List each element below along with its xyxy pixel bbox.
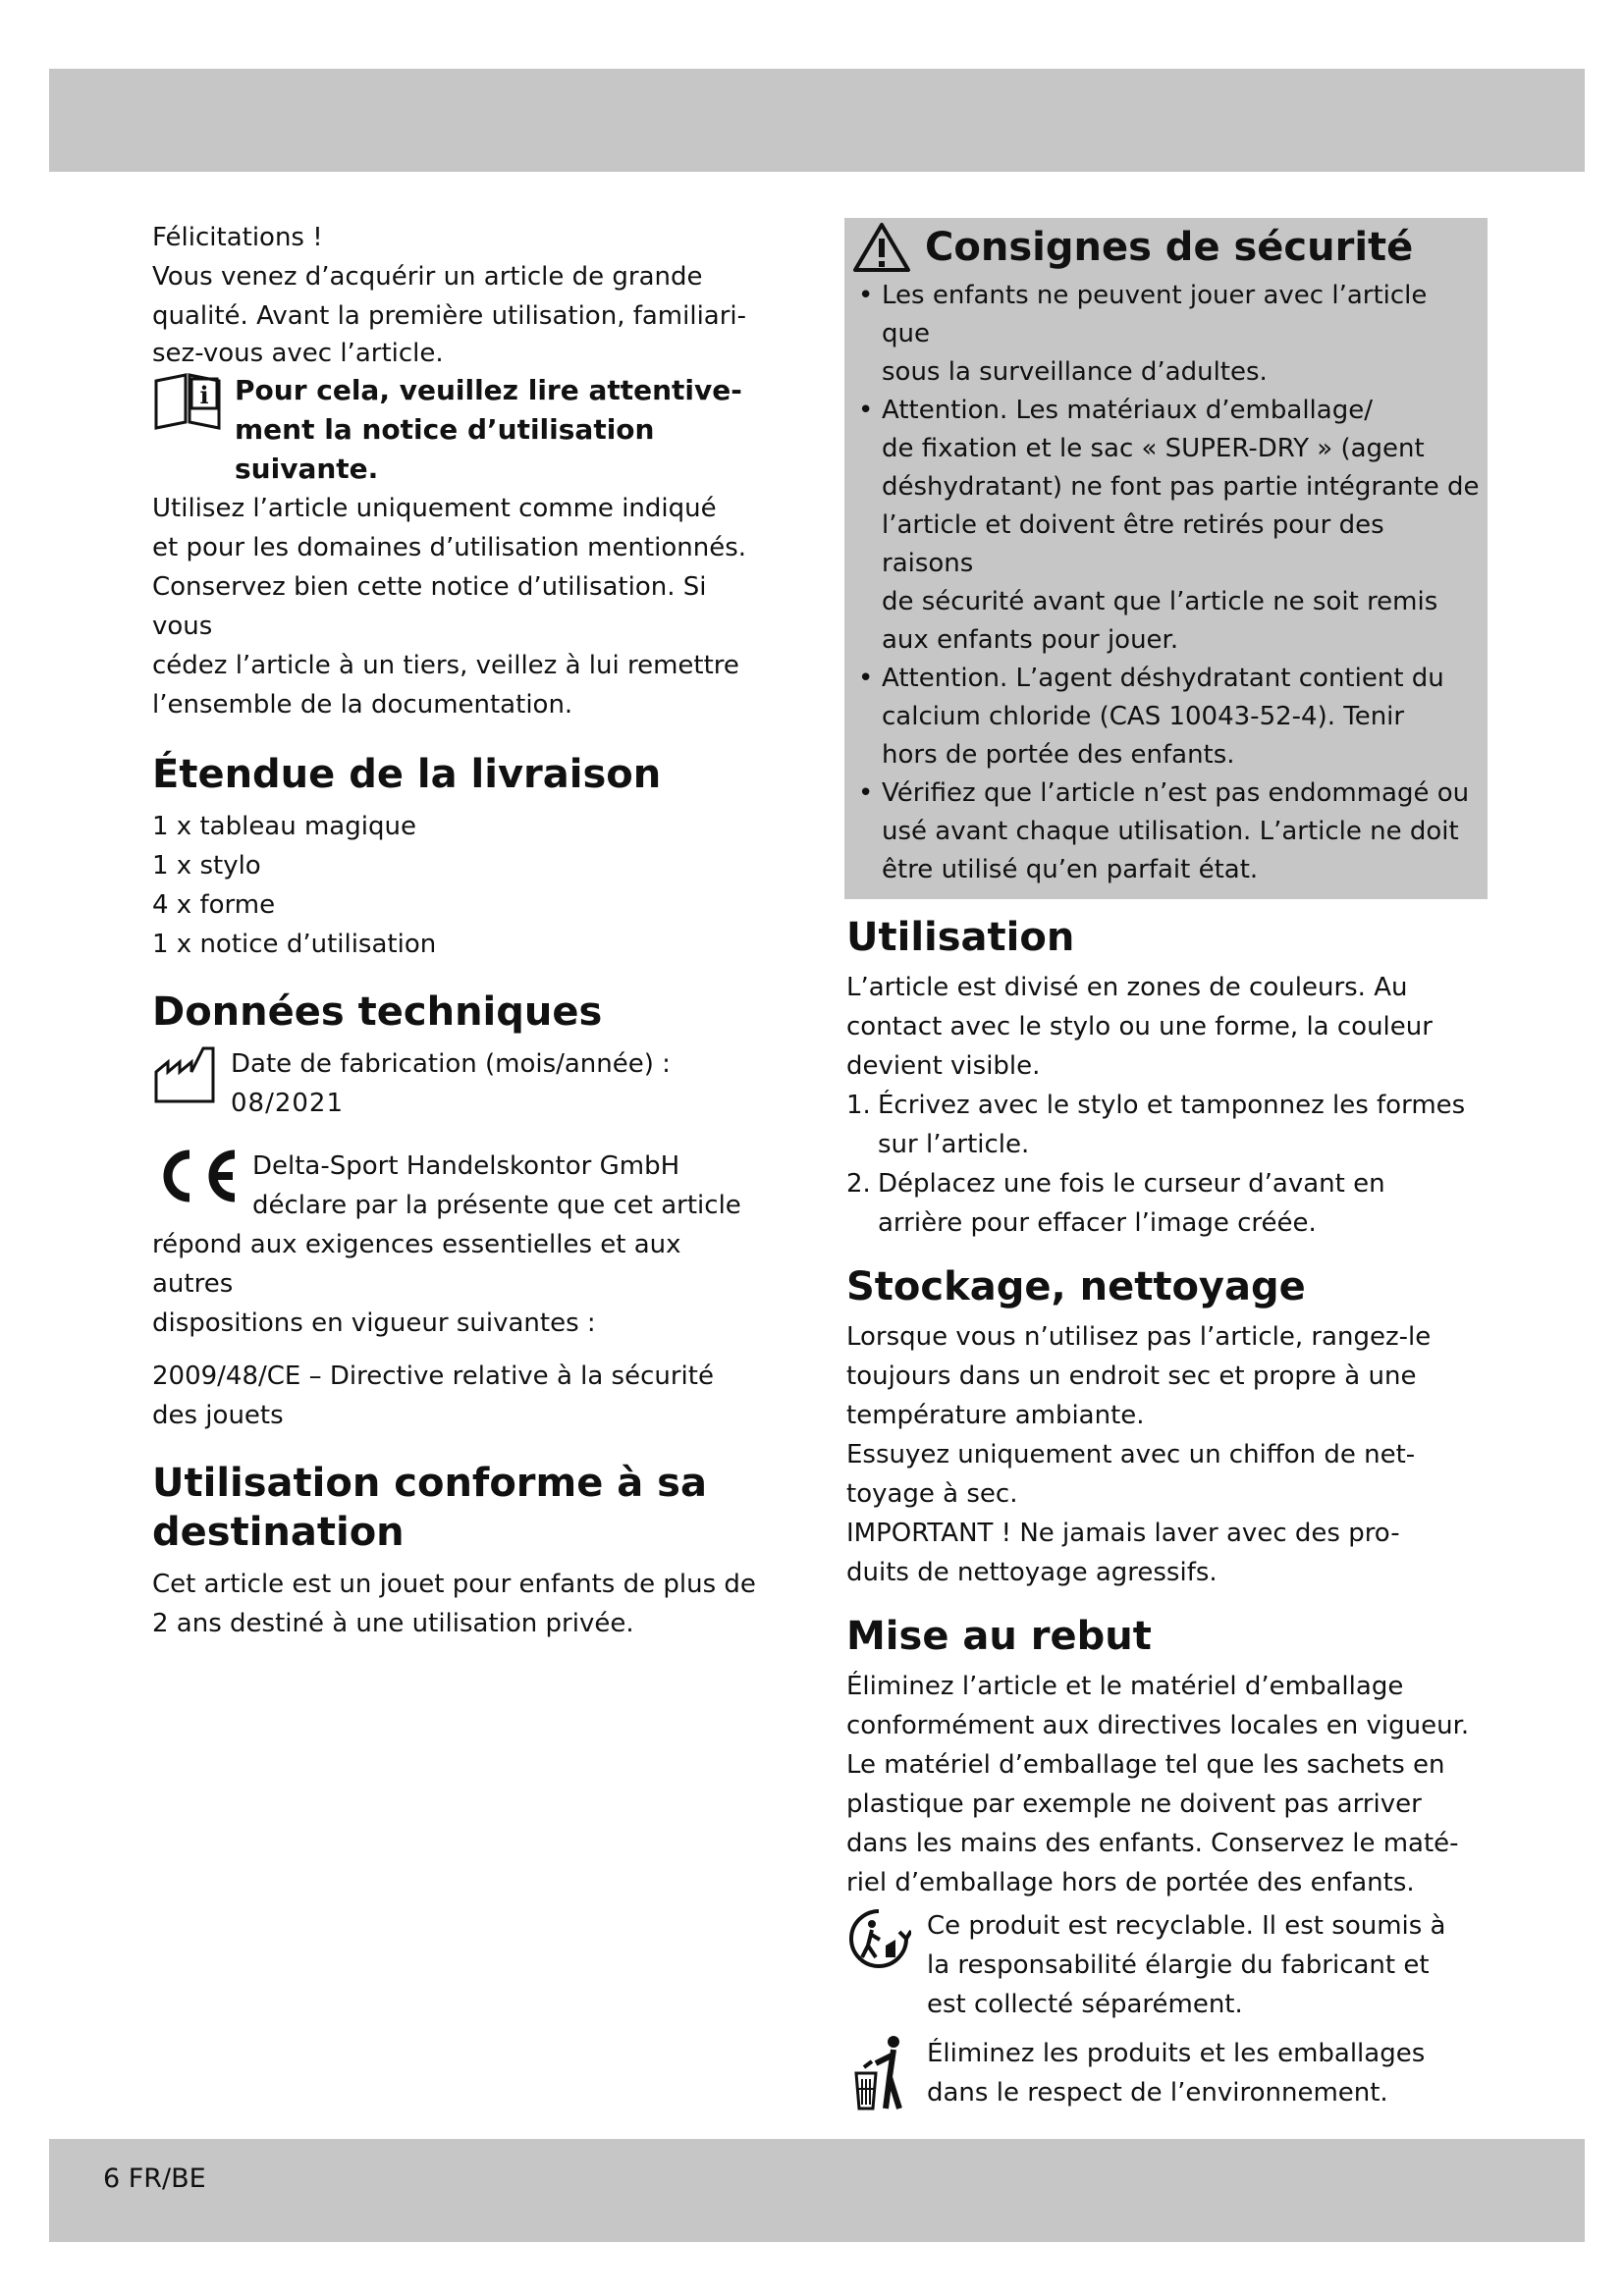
ce-continuation: dispositions en vigueur suivantes : [152, 1308, 596, 1338]
warning-icon [852, 222, 911, 273]
safety-line: calcium chloride (CAS 10043-52-4). Tenir [882, 702, 1405, 731]
safety-bullet [852, 774, 1480, 889]
notice-line: ment la notice d’utilisation [235, 413, 655, 446]
usage-line: l’ensemble de la documentation. [152, 690, 573, 720]
disposal-line: Éliminez l’article et le matériel d’emballage [846, 1672, 1404, 1701]
notice-line: Pour cela, veuillez lire attentive- [235, 374, 742, 406]
storage-line: toyage à sec. [846, 1479, 1018, 1509]
safety-bullet [852, 392, 1480, 660]
delivery-title: Étendue de la livraison [152, 752, 662, 797]
bin-line: dans le respect de l’environnement. [927, 2078, 1388, 2108]
intended-use-line: 2 ans destiné à une utilisation privée. [152, 1609, 634, 1638]
intro-line: Vous venez d’acquérir un article de grande [152, 262, 703, 292]
storage-line: température ambiante. [846, 1401, 1145, 1430]
delivery-item: 1 x notice d’utilisation [152, 930, 437, 959]
usage-line: Utilisez l’article uniquement comme indiqué [152, 494, 717, 523]
delivery-item: 1 x tableau magique [152, 812, 416, 841]
storage-line: Lorsque vous n’utilisez pas l’article, rangez-le [846, 1322, 1432, 1352]
intended-use-title: destination [152, 1510, 405, 1555]
usage-line: et pour les domaines d’utilisation mentionnés. [152, 533, 747, 562]
recycle-line: Ce produit est recyclable. Il est soumis à [927, 1911, 1446, 1941]
safety-line: aux enfants pour jouer. [882, 625, 1179, 655]
delivery-item: 1 x stylo [152, 851, 261, 881]
disposal-line: Le matériel d’emballage tel que les sachets en [846, 1750, 1445, 1780]
safety-box [844, 218, 1488, 899]
usage-line: cédez l’article à un tiers, veillez à lui remettre [152, 651, 739, 680]
tidyman-bin-icon [846, 2034, 911, 2112]
safety-bullet [852, 660, 1480, 774]
disposal-line: plastique par exemple ne doivent pas arriver [846, 1789, 1422, 1819]
ce-line: Delta-Sport Handelskontor GmbH [252, 1151, 680, 1181]
storage-line: toujours dans un endroit sec et propre à une [846, 1362, 1417, 1391]
ce-declaration [152, 1147, 766, 1225]
directive-line: 2009/48/CE – Directive relative à la sécurité [152, 1362, 714, 1391]
step-line: sur l’article. [878, 1130, 1030, 1159]
directive-line: des jouets [152, 1401, 284, 1430]
safety-line: • Vérifiez que l’article n’est pas endommagé ou [882, 778, 1470, 808]
manual-info-icon [152, 371, 223, 430]
usage-text: contact avec le stylo ou une forme, la couleur [846, 1012, 1433, 1041]
ce-mark-icon [152, 1147, 241, 1205]
step-number: 2. [846, 1169, 871, 1199]
safety-line: de sécurité avant que l’article ne soit remis [882, 587, 1438, 616]
svg-text:i: i [199, 381, 209, 409]
safety-line: l’article et doivent être retirés pour des raisons [882, 510, 1384, 578]
storage-line: duits de nettoyage agressifs. [846, 1558, 1218, 1587]
usage-text: devient visible. [846, 1051, 1041, 1081]
usage-text: L’article est divisé en zones de couleurs. Au [846, 973, 1408, 1002]
factory-date-icon [152, 1044, 217, 1105]
usage-title: Utilisation [846, 915, 1075, 960]
usage-step [846, 1164, 1489, 1243]
step-line: Déplacez une fois le curseur d’avant en [878, 1169, 1385, 1199]
manufacture-date [152, 1044, 766, 1123]
step-number: 1. [846, 1091, 871, 1120]
storage-line: Essuyez uniquement avec un chiffon de net- [846, 1440, 1416, 1469]
intro-line: qualité. Avant la première utilisation, familiari- [152, 301, 747, 331]
intended-use-title: Utilisation conforme à sa [152, 1461, 707, 1506]
disposal-line: riel d’emballage hors de portée des enfants. [846, 1868, 1415, 1897]
greeting: Félicitations ! [152, 223, 323, 252]
safety-line: être utilisé qu’en parfait état. [882, 855, 1259, 884]
left-column [152, 218, 766, 1643]
ce-continuation: répond aux exigences essentielles et aux autres [152, 1230, 681, 1299]
date-label: Date de fabrication (mois/année) : [231, 1049, 671, 1079]
safety-line: • Attention. Les matériaux d’emballage/ [882, 396, 1373, 425]
page-number: 6 FR/BE [103, 2163, 206, 2194]
safety-line: déshydratant) ne font pas partie intégrante de [882, 472, 1480, 502]
disposal-line: dans les mains des enfants. Conservez le maté- [846, 1829, 1459, 1858]
safety-line: de fixation et le sac « SUPER-DRY » (agent [882, 434, 1425, 463]
header-band [49, 69, 1585, 172]
delivery-item: 4 x forme [152, 890, 276, 920]
safety-line: • Les enfants ne peuvent jouer avec l’article que [882, 281, 1428, 348]
step-line: Écrivez avec le stylo et tamponnez les formes [878, 1091, 1466, 1120]
safety-heading [852, 222, 1480, 273]
recycle-triman-icon [846, 1906, 911, 1971]
right-column [846, 218, 1489, 2112]
read-notice [152, 371, 766, 489]
bin-note [846, 2034, 1489, 2112]
usage-step [846, 1086, 1489, 1164]
disposal-line: conformément aux directives locales en vigueur. [846, 1711, 1470, 1740]
ce-line: déclare par la présente que cet article [252, 1191, 741, 1220]
storage-line: IMPORTANT ! Ne jamais laver avec des pro- [846, 1519, 1400, 1548]
safety-line: sous la surveillance d’adultes. [882, 357, 1268, 387]
technical-title: Données techniques [152, 989, 603, 1035]
intended-use-line: Cet article est un jouet pour enfants de plus de [152, 1570, 756, 1599]
bin-line: Éliminez les produits et les emballages [927, 2039, 1426, 2068]
storage-title: Stockage, nettoyage [846, 1264, 1306, 1309]
recycle-line: est collecté séparément. [927, 1990, 1243, 2019]
safety-line: usé avant chaque utilisation. L’article ne doit [882, 817, 1459, 846]
safety-line: • Attention. L’agent déshydratant contient du [882, 664, 1444, 693]
recycle-line: la responsabilité élargie du fabricant et [927, 1950, 1430, 1980]
date-value: 08/2021 [231, 1089, 345, 1118]
step-line: arrière pour effacer l’image créée. [878, 1208, 1317, 1238]
safety-title: Consignes de sécurité [925, 225, 1414, 270]
safety-bullet [852, 277, 1480, 392]
usage-line: Conservez bien cette notice d’utilisation. Si vous [152, 572, 707, 641]
intro-line: sez-vous avec l’article. [152, 339, 444, 368]
notice-line: suivante. [235, 453, 379, 485]
recycle-note [846, 1906, 1489, 2024]
footer-band [49, 2139, 1585, 2242]
safety-line: hors de portée des enfants. [882, 740, 1235, 770]
disposal-title: Mise au rebut [846, 1614, 1152, 1659]
